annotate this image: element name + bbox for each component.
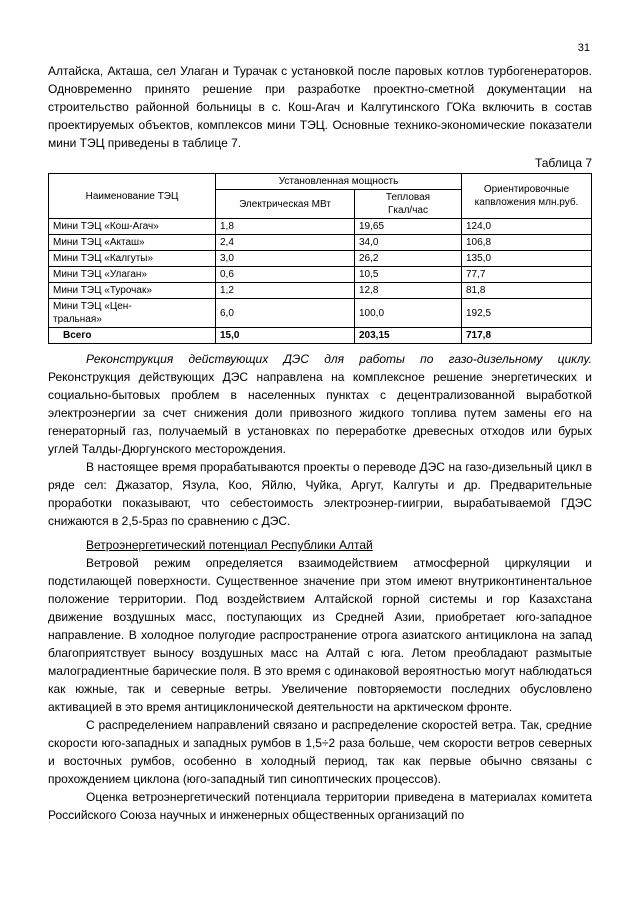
- page-number: 31: [577, 42, 590, 54]
- row-electric: 1,8: [216, 219, 355, 235]
- row-thermal: 100,0: [355, 299, 462, 328]
- wind-paragraph-1: Ветровой режим определяется взаимодействием атмосферной циркуляции и подстилающей поверхности. Существенное значение при этом имеют внутриконтинентальное положение территории. Под воздействием Алтайской горной системы и гор Казахстана движение воздушных масс, поступающих из Средней Азии, приобретает юго-западное направление. В холодное полугодие распространение отрога азиатского антициклона на запад благоприятствует выносу воздушных масс на Алтай с юга. Летом преобладают размытые малоградиентные барические поля. В это время с одинаковой вероятностью могут наблюдаться как южные, так и северные ветры. Увеличение повторяемости последних обусловлено активацией в это время антициклонической деятельности на арктическом фронте.: [48, 556, 592, 714]
- header-thermal-line2: Гкал/час: [388, 205, 428, 216]
- header-power: Установленная мощность: [216, 174, 462, 190]
- table-header-row: [49, 174, 592, 190]
- row-thermal: 26,2: [355, 251, 462, 267]
- row-name: Мини ТЭЦ «Акташ»: [49, 235, 216, 251]
- row-thermal: 10,5: [355, 267, 462, 283]
- total-name: Всего: [49, 328, 216, 344]
- row-electric: 0,6: [216, 267, 355, 283]
- row-electric: 3,0: [216, 251, 355, 267]
- header-thermal-line1: Тепловая: [385, 192, 431, 203]
- row-capex: 106,8: [462, 235, 592, 251]
- table-row: [49, 251, 592, 267]
- projects-paragraph: В настоящее время прорабатываются проекты о переводе ДЭС на газо-дизельный цикл в ряде сел: Джазатор, Язула, Коо, Яйлю, Чуйка, Аргут, Калгуты и др. Предварительные проработки показывают, что себестоимость электроэнер-гиигрии, вырабатываемой ГДЭС снижаются в 2,5-5раз по сравнению с ДЭС.: [48, 460, 592, 528]
- row-thermal: 34,0: [355, 235, 462, 251]
- row-name: [49, 299, 216, 328]
- reconstruction-lead: Реконструкция действующих ДЭС для работы по газо-дизельному циклу.: [86, 352, 592, 366]
- header-electric: Электрическая МВт: [216, 190, 355, 219]
- wind-paragraph-2: С распределением направлений связано и распределение скоростей ветра. Так, средние скорости юго-западных и западных румбов в 1,5÷2 раза больше, чем скорости ветров северных и восточных румбов, особенно в холодный период, так как первые обычно связаны с прохождением циклона (юго-западный тип синоптических процессов).: [48, 718, 592, 786]
- total-thermal: 203,15: [355, 328, 462, 344]
- row-capex: 77,7: [462, 267, 592, 283]
- header-capex: Ориентировочные капвложения млн.руб.: [462, 174, 592, 219]
- row-electric: 2,4: [216, 235, 355, 251]
- row-capex: 81,8: [462, 283, 592, 299]
- wind-paragraph-3: Оценка ветроэнергетический потенциала территории приведена в материалах комитета Российского Союза научных и инженерных общественных организаций по: [48, 790, 592, 822]
- total-capex: 717,8: [462, 328, 592, 344]
- row-electric: 1,2: [216, 283, 355, 299]
- row-name: Мини ТЭЦ «Кош-Агач»: [49, 219, 216, 235]
- row-name: Мини ТЭЦ «Калгуты»: [49, 251, 216, 267]
- row-thermal: 19,65: [355, 219, 462, 235]
- page-content: [48, 62, 592, 824]
- table-row: [49, 283, 592, 299]
- row-name: Мини ТЭЦ «Улаган»: [49, 267, 216, 283]
- row-name-line2: тральная»: [53, 314, 102, 325]
- header-thermal: [355, 190, 462, 219]
- row-electric: 6,0: [216, 299, 355, 328]
- row-name: Мини ТЭЦ «Турочак»: [49, 283, 216, 299]
- row-capex: 192,5: [462, 299, 592, 328]
- intro-paragraph: Алтайска, Акташа, сел Улаган и Турачак с установкой после паровых котлов турбогенераторов. Одновременно принято решение при разработке проектно-сметной документации на строительство районной больницы в с. Кош-Агач и Калгутинского ГОКа включить в состав проектируемых объектов, комплексов мини ТЭЦ. Основные технико-экономические показатели мини ТЭЦ приведены в таблице 7.: [48, 64, 592, 150]
- row-capex: 135,0: [462, 251, 592, 267]
- table-row: [49, 235, 592, 251]
- table-row: [49, 299, 592, 328]
- table-row: [49, 219, 592, 235]
- header-name: Наименование ТЭЦ: [49, 174, 216, 219]
- mini-tec-table: [48, 173, 592, 344]
- table-total-row: [49, 328, 592, 344]
- reconstruction-paragraph: [48, 350, 592, 458]
- row-name-line1: Мини ТЭЦ «Цен-: [53, 301, 132, 312]
- table-row: [49, 267, 592, 283]
- table-caption: Таблица 7: [534, 156, 592, 170]
- total-electric: 15,0: [216, 328, 355, 344]
- wind-heading: Ветроэнергетический потенциал Республики Алтай: [86, 538, 373, 552]
- row-thermal: 12,8: [355, 283, 462, 299]
- reconstruction-text: Реконструкция действующих ДЭС направлена на комплексное решение энергетических и социально-бытовых проблем в населенных пунктах с децентрализованной выработкой электроэнергии за счет снижения доли привозного жидкого топлива путем замены его на генераторный газ, получаемый в установках по переработке древесных отходов или бурых углей Талды-Дюргунского месторождения.: [48, 370, 592, 456]
- row-capex: 124,0: [462, 219, 592, 235]
